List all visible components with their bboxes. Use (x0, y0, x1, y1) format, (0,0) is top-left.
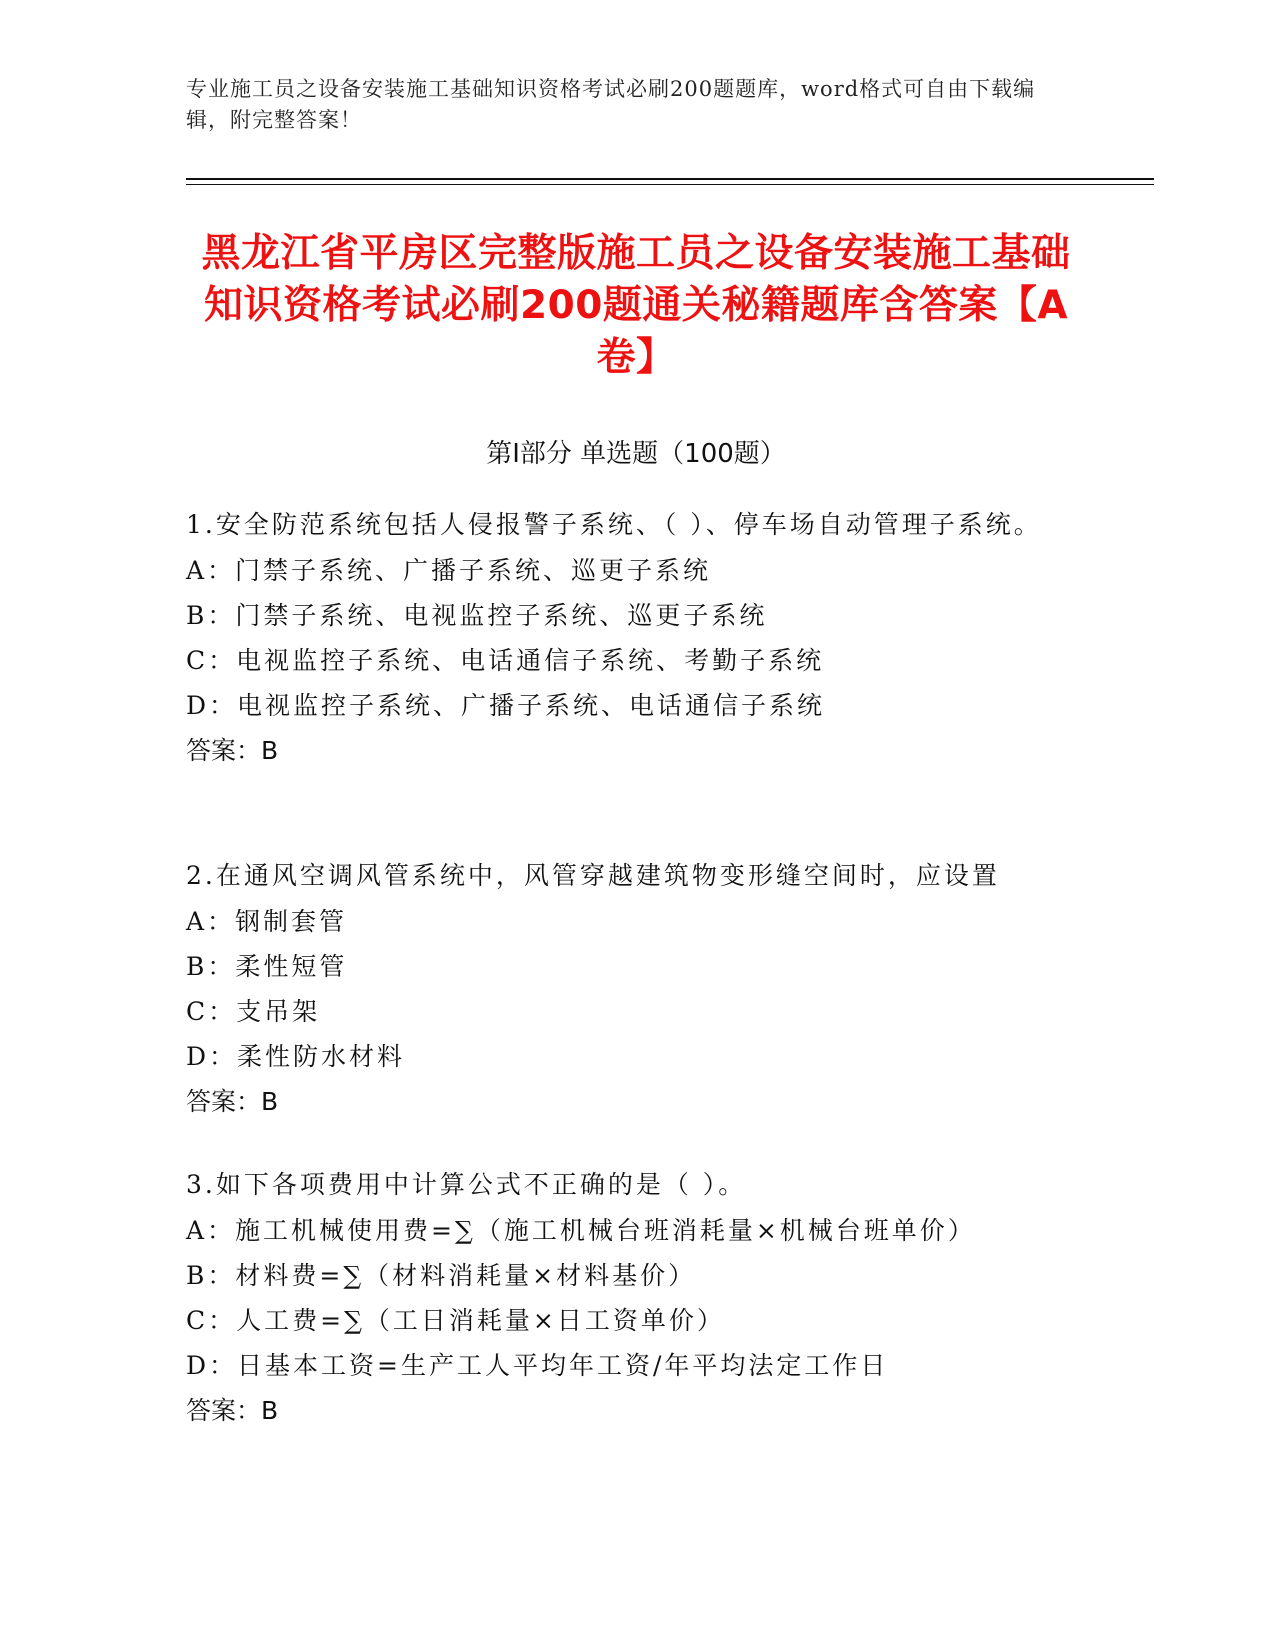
option-c: C：支吊架 (186, 997, 321, 1026)
question-stem: 1.安全防范系统包括人侵报警子系统、（ ）、停车场自动管理子系统。 (186, 510, 1042, 539)
option-d: D：电视监控子系统、广播子系统、电话通信子系统 (186, 691, 826, 720)
option-c: C：人工费=∑（工日消耗量×日工资单价） (186, 1306, 725, 1335)
option-a: A：施工机械使用费=∑（施工机械台班消耗量×机械台班单价） (186, 1216, 976, 1245)
document-title: 黑龙江省平房区完整版施工员之设备安装施工基础知识资格考试必刷200题通关秘籍题库含答案【A卷】 (201, 231, 1071, 380)
question-stem: 3.如下各项费用中计算公式不正确的是（ ）。 (186, 1170, 747, 1199)
option-a: A：门禁子系统、广播子系统、巡更子系统 (186, 556, 712, 585)
section-title: 第Ⅰ部分 单选题（100题） (486, 439, 786, 469)
question-2 (186, 853, 1086, 1125)
question-stem: 2.在通风空调风管系统中，风管穿越建筑物变形缝空间时，应设置 (186, 861, 1000, 890)
option-d: D：柔性防水材料 (186, 1042, 406, 1071)
header-divider-thick (186, 178, 1154, 180)
option-b: B：门禁子系统、电视监控子系统、巡更子系统 (186, 601, 768, 630)
header-divider-thin (186, 184, 1154, 185)
answer: 答案：B (186, 1396, 279, 1425)
option-b: B：柔性短管 (186, 952, 348, 981)
answer: 答案：B (186, 1087, 279, 1116)
option-c: C：电视监控子系统、电话通信子系统、考勤子系统 (186, 646, 825, 675)
answer: 答案：B (186, 736, 279, 765)
question-3 (186, 1162, 1086, 1434)
option-b: B：材料费=∑（材料消耗量×材料基价） (186, 1261, 697, 1290)
header-note: 专业施工员之设备安装施工基础知识资格考试必刷200题题库，word格式可自由下载编辑，附完整答案！ (186, 77, 1036, 132)
option-a: A：钢制套管 (186, 907, 348, 936)
option-d: D：日基本工资=生产工人平均年工资/年平均法定工作日 (186, 1351, 889, 1380)
question-1 (186, 502, 1086, 774)
